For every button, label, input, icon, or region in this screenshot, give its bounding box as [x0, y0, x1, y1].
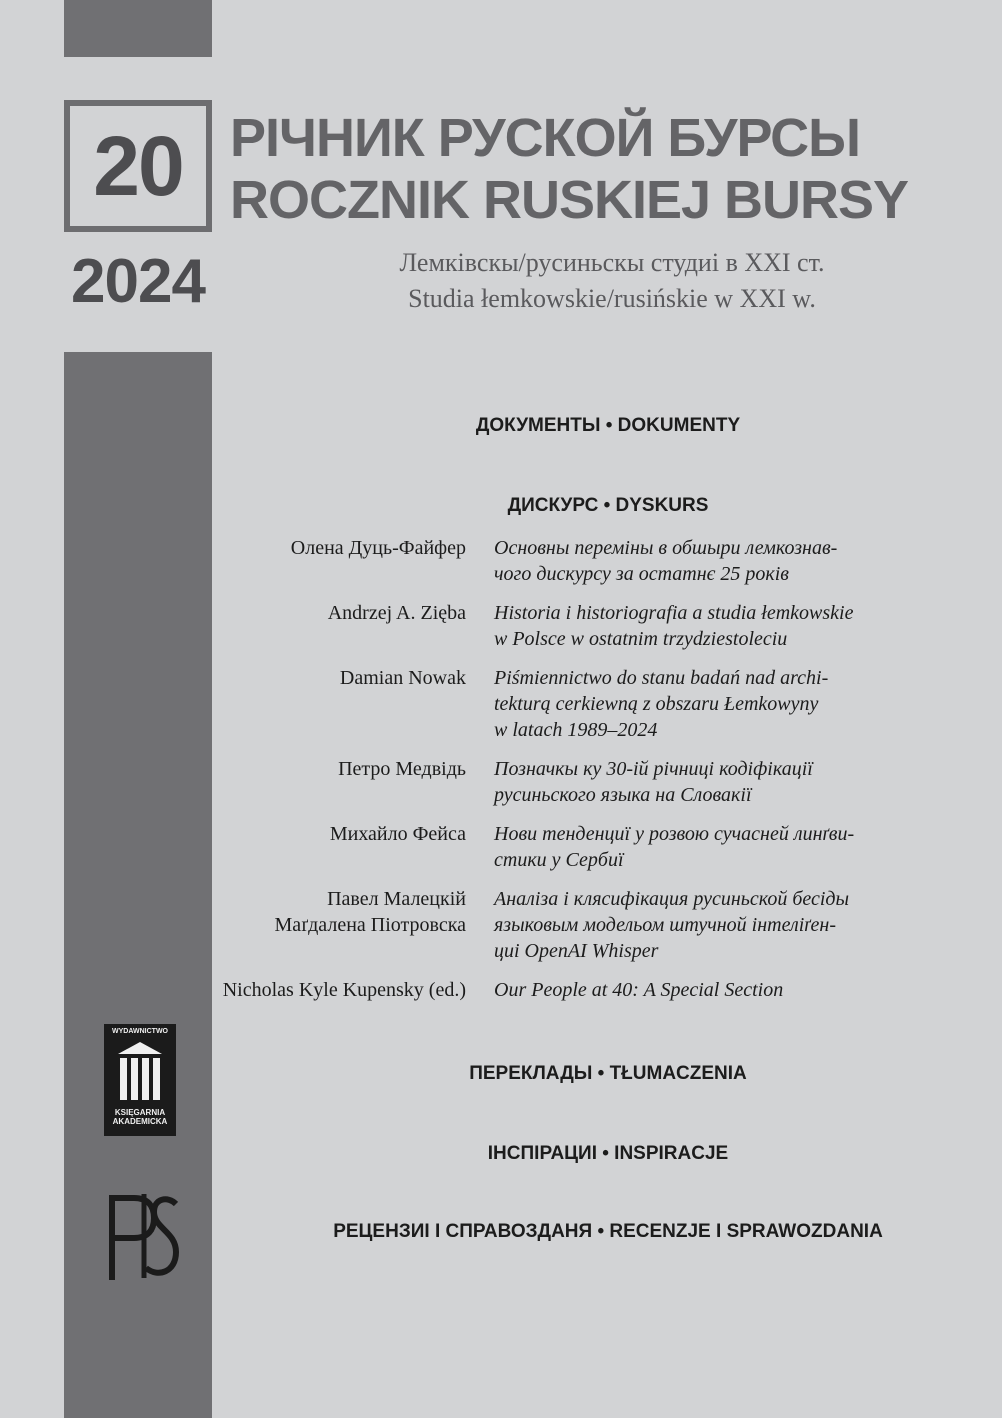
publisher-logo-bottom — [104, 1108, 176, 1126]
toc-author — [222, 821, 494, 873]
toc-title-line: циі OpenAI Whisper — [494, 940, 659, 962]
pis-logo-icon — [104, 1188, 180, 1284]
toc-entry — [222, 665, 962, 743]
publisher-logo — [104, 1024, 176, 1136]
toc-author — [222, 535, 494, 587]
toc-title-line: Нови тенденциї у розвою сучасней линґви- — [494, 823, 855, 845]
toc-title — [494, 665, 934, 743]
toc-title-line: языковым модельом штучной інтеліґен- — [494, 914, 837, 936]
toc-author-line: Nicholas Kyle Kupensky (ed.) — [222, 979, 466, 1001]
toc-title — [494, 535, 934, 587]
toc-author-line: Andrzej A. Zięba — [327, 602, 466, 624]
section-translations: ПЕРЕКЛАДЫ • TŁUMACZENIA — [469, 1063, 747, 1084]
toc-title — [494, 600, 934, 652]
toc-title-line: русиньского языка на Словакії — [494, 784, 752, 806]
issue-number: 20 — [64, 100, 212, 232]
top-gray-bar — [64, 0, 212, 57]
publisher-logo-top: WYDAWNICTWO — [112, 1028, 168, 1035]
issue-year: 2024 — [71, 247, 205, 316]
toc-author — [222, 977, 494, 1003]
toc-author-line: Михайло Фейса — [329, 823, 466, 845]
pillars-icon — [114, 1040, 166, 1104]
toc-title-line: w Polsce w ostatnim trzydziestoleciu — [494, 628, 788, 650]
toc-title — [494, 977, 934, 1003]
section-documents: ДОКУМЕНТЫ • DOKUMENTY — [475, 415, 741, 436]
table-of-contents — [222, 535, 962, 1016]
toc-title-line: Historia i historiografia a studia łemkowskie — [494, 602, 854, 624]
toc-title-line: Аналіза і клясифікация русиньской бесіды — [494, 888, 850, 910]
toc-title — [494, 886, 934, 964]
toc-author-line: Damian Nowak — [339, 667, 466, 689]
toc-title-line: чого дискурсу за остатнє 25 років — [494, 563, 789, 585]
toc-entry — [222, 600, 962, 652]
publisher-logo-bottom-line: AKADEMICKA — [112, 1117, 168, 1126]
section-inspirations: ІНСПІРАЦИІ • INSPIRACJE — [487, 1143, 729, 1164]
title-cyrillic: РІЧНИК РУСКОЙ БУРСЫ — [230, 108, 861, 168]
subtitle-cyrillic: Лемківскы/русиньскы студиі в XXI ст. — [399, 248, 825, 277]
toc-author — [222, 886, 494, 964]
title-latin: ROCZNIK RUSKIEJ BURSY — [230, 170, 909, 230]
toc-title-line: Piśmiennictwo do stanu badań nad archi- — [494, 667, 829, 689]
toc-entry — [222, 756, 962, 808]
toc-entry — [222, 977, 962, 1003]
section-discourse: ДИСКУРС • DYSKURS — [507, 495, 709, 516]
toc-entry — [222, 535, 962, 587]
toc-author — [222, 600, 494, 652]
toc-author-line: Олена Дуць-Файфер — [290, 537, 466, 559]
toc-author-line: Павел Малецкій — [327, 888, 466, 910]
section-reviews: РЕЦЕНЗИІ І СПРАВОЗДАНЯ • RECENZJE I SPRAWOZDANIA — [333, 1221, 883, 1242]
toc-title-line: w latach 1989–2024 — [494, 719, 658, 741]
toc-title-line: tekturą cerkiewną z obszaru Łemkowyny — [494, 693, 819, 715]
toc-title — [494, 821, 934, 873]
toc-title — [494, 756, 934, 808]
publisher-logo-bottom-line: KSIĘGARNIA — [114, 1108, 166, 1117]
toc-title-line: стики у Сербиї — [494, 849, 624, 871]
toc-title-line: Основны переміны в обшыри лемкознав- — [494, 537, 838, 559]
toc-author — [222, 756, 494, 808]
toc-author-line: Петро Медвідь — [338, 758, 466, 780]
toc-title-line: Позначкы ку 30-ій річниці кодіфікації — [494, 758, 813, 780]
toc-title-line: Our People at 40: A Special Section — [494, 979, 784, 1001]
toc-author-line: Маґдалена Піотровска — [274, 914, 466, 936]
toc-entry — [222, 886, 962, 964]
subtitle-latin: Studia łemkowskie/rusińskie w XXI w. — [408, 284, 816, 313]
toc-author — [222, 665, 494, 743]
toc-entry — [222, 821, 962, 873]
